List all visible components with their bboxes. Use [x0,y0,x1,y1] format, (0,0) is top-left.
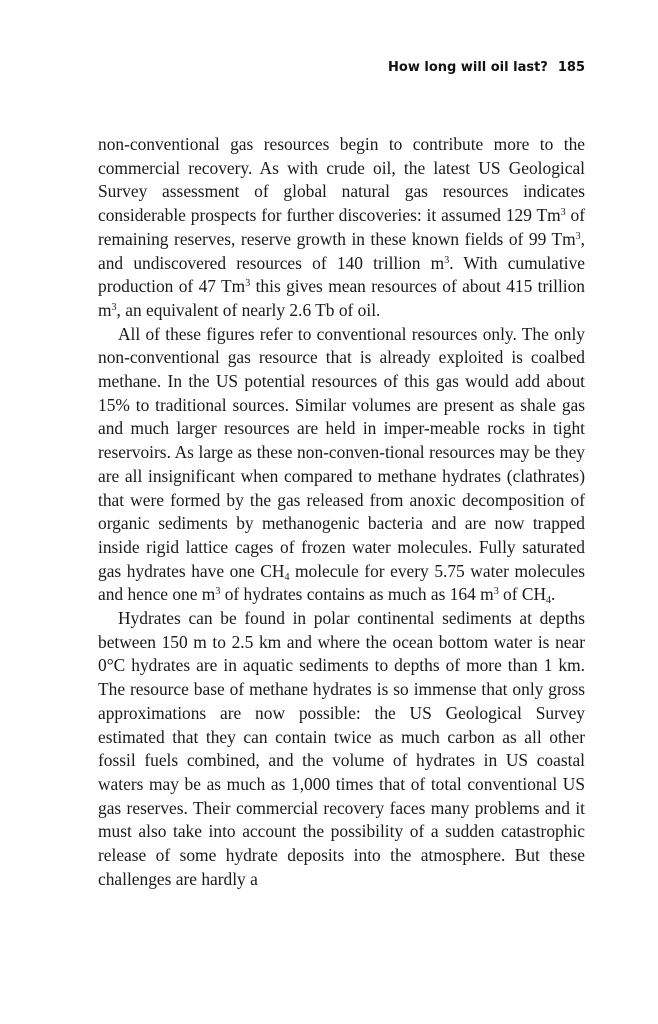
running-head [388,60,585,75]
page-number: 185 [557,60,585,75]
chapter-title: How long will oil last? [388,60,548,75]
paragraph-2: All of these figures refer to conventional resources only. The only non-conventional gas resource that is already exploited is coalbed methane. In the US potential resources of this gas would add about 15% to traditional sources. Similar volumes are present as shale gas and much larger resources are held in imper-meable rocks in tight reservoirs. As large as these non-conven-tional resources may be they are all insignificant when compared to methane hydrates (clathrates) that were formed by the gas released from anoxic decomposition of organic sediments by methanogenic bacteria and are now trapped inside rigid lattice cages of frozen water molecules. Fully saturated gas hydrates have one $CH_4$ molecule for every 5.75 water molecules and hence one $m^3$ of hydrates contains as much as 164 $m^3$ of $CH_4$. [98,323,585,607]
paragraph-1: non-conventional gas resources begin to contribute more to the commercial recovery. As with crude oil, the latest US Geological Survey assessment of global natural gas resources indicates considerable prospects for further discoveries: it assumed 129 Tm$^3$ of remaining reserves, reserve growth in these known fields of 99 Tm$^3$, and undiscovered resources of 140 trillion $m^3$. With cumulative production of 47 Tm$^3$ this gives mean resources of about 415 trillion $m^3$, an equivalent of nearly 2.6 Tb of oil. [98,134,585,320]
body-text [98,133,585,892]
paragraph-3: Hydrates can be found in polar continental sediments at depths between 150 m to 2.5 km and where the ocean bottom water is near 0°C hydrates are in aquatic sediments to depths of more than 1 km. The resource base of methane hydrates is so immense that only gross approximations are now possible: the US Geological Survey estimated that they can contain twice as much carbon as all other fossil fuels combined, and the volume of hydrates in US coastal waters may be as much as 1,000 times that of total conventional US gas reserves. Their commercial recovery faces many problems and it must also take into account the possibility of a sudden catastrophic release of some hydrate deposits into the atmosphere. But these challenges are hardly a [98,608,585,889]
